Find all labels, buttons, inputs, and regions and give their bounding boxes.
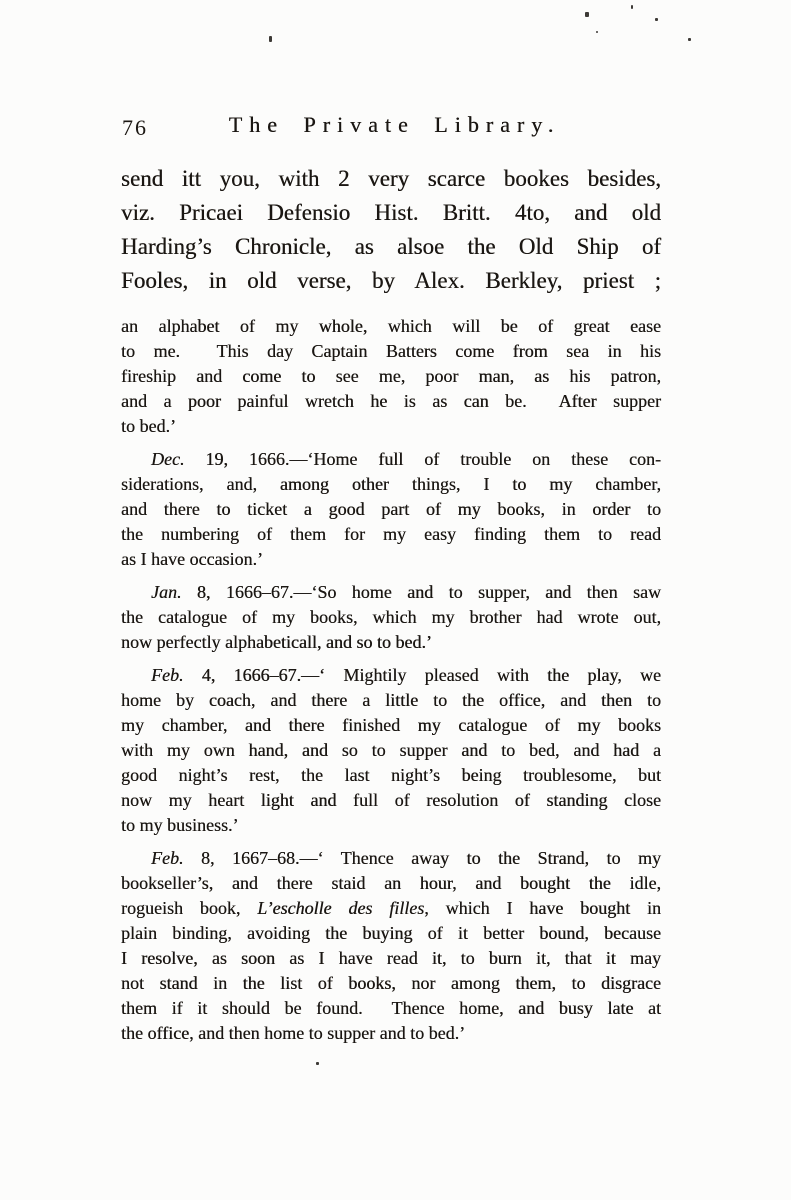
page-header	[121, 112, 661, 146]
text-segment: not stand in the list of books, nor among them, to disgrace	[121, 973, 661, 993]
text-segment: 19, 1666.—‘Home full of trouble on these con-	[184, 449, 661, 469]
italic-text: Dec.	[151, 449, 185, 469]
text-segment: the office, and then home to supper and to bed.’	[121, 1023, 466, 1043]
scan-speck	[316, 1062, 319, 1065]
text-segment: to bed.’	[121, 416, 176, 436]
scan-speck	[596, 31, 598, 33]
scan-speck	[585, 12, 589, 17]
text-segment: 4, 1666–67.—‘ Mightily pleased with the play, we	[183, 665, 661, 685]
text-segment: send itt you, with 2 very scarce bookes besides,	[121, 166, 661, 191]
text-segment: to me. This day Captain Batters come from sea in his	[121, 341, 661, 361]
italic-text: Feb.	[151, 848, 184, 868]
text-line	[121, 230, 661, 264]
italic-text: L’escholle des filles	[257, 898, 425, 918]
scan-speck	[688, 38, 691, 41]
text-segment: an alphabet of my whole, which will be of great ease	[121, 316, 661, 336]
diary-entry-feb-8-1667-68	[121, 846, 661, 1046]
text-line	[121, 713, 661, 738]
text-line	[121, 447, 661, 472]
italic-text: Feb.	[151, 665, 184, 685]
text-line	[121, 871, 661, 896]
text-segment: rogueish book,	[121, 898, 258, 918]
text-segment: the numbering of them for my easy finding them to read	[121, 524, 661, 544]
text-segment: as I have occasion.’	[121, 549, 263, 569]
text-line	[121, 971, 661, 996]
text-segment: and there to ticket a good part of my books, in order to	[121, 499, 661, 519]
text-segment: fireship and come to see me, poor man, as his patron,	[121, 366, 661, 386]
text-line	[121, 314, 661, 339]
text-line	[121, 896, 661, 921]
text-segment: with my own hand, and so to supper and to bed, and had a	[121, 740, 661, 760]
diary-entry-jan-8-1666-67	[121, 580, 661, 655]
running-title: The Private Library.	[228, 112, 561, 137]
intro-paragraph	[121, 162, 661, 298]
text-segment: bookseller’s, and there staid an hour, and bought the idle,	[121, 873, 661, 893]
page-number: 76	[122, 115, 148, 140]
text-line	[121, 414, 661, 439]
text-line	[121, 389, 661, 414]
text-line	[121, 1021, 661, 1046]
text-segment: my chamber, and there finished my catalogue of my books	[121, 715, 661, 735]
text-line	[121, 921, 661, 946]
text-line	[121, 497, 661, 522]
text-segment: 8, 1667–68.—‘ Thence away to the Strand, to my	[183, 848, 661, 868]
text-line	[121, 162, 661, 196]
text-segment: now perfectly alphabeticall, and so to bed.’	[121, 632, 432, 652]
italic-text: Jan.	[151, 582, 182, 602]
text-segment: , which I have bought in	[424, 898, 662, 918]
text-line	[121, 605, 661, 630]
text-segment: them if it should be found. Thence home, and busy late at	[121, 998, 661, 1018]
text-segment: 8, 1666–67.—‘So home and to supper, and then saw	[181, 582, 661, 602]
text-segment: plain binding, avoiding the buying of it better bound, because	[121, 923, 661, 943]
text-line	[121, 738, 661, 763]
text-line	[121, 264, 661, 298]
text-segment: I resolve, as soon as I have read it, to burn it, that it may	[121, 948, 661, 968]
diary-entry-feb-4-1666-67	[121, 663, 661, 838]
text-line	[121, 688, 661, 713]
text-line	[121, 196, 661, 230]
scan-speck	[269, 36, 272, 42]
text-column	[121, 162, 661, 1054]
text-segment: siderations, and, among other things, I to my chamber,	[121, 474, 661, 494]
text-segment: and a poor painful wretch he is as can be. After supper	[121, 391, 661, 411]
text-line	[121, 472, 661, 497]
text-line	[121, 763, 661, 788]
text-line	[121, 547, 661, 572]
text-segment: Harding’s Chronicle, as alsoe the Old Ship of	[121, 234, 661, 259]
text-line	[121, 996, 661, 1021]
scan-speck	[655, 18, 658, 21]
text-line	[121, 946, 661, 971]
text-segment: the catalogue of my books, which my brother had wrote out,	[121, 607, 661, 627]
text-line	[121, 364, 661, 389]
text-line	[121, 580, 661, 605]
text-segment: good night’s rest, the last night’s being troublesome, but	[121, 765, 661, 785]
text-line	[121, 788, 661, 813]
text-line	[121, 630, 661, 655]
text-line	[121, 339, 661, 364]
diary-entry-dec-19-1666	[121, 447, 661, 572]
text-segment: viz. Pricaei Defensio Hist. Britt. 4to, and old	[121, 200, 661, 225]
text-line	[121, 663, 661, 688]
text-segment: home by coach, and there a little to the office, and then to	[121, 690, 661, 710]
text-segment: Fooles, in old verse, by Alex. Berkley, priest ;	[121, 268, 661, 293]
scan-speck	[631, 5, 633, 9]
text-segment: now my heart light and full of resolution of standing close	[121, 790, 661, 810]
text-line	[121, 813, 661, 838]
text-segment: to my business.’	[121, 815, 239, 835]
text-line	[121, 846, 661, 871]
diary-continuation-paragraph	[121, 314, 661, 439]
text-line	[121, 522, 661, 547]
